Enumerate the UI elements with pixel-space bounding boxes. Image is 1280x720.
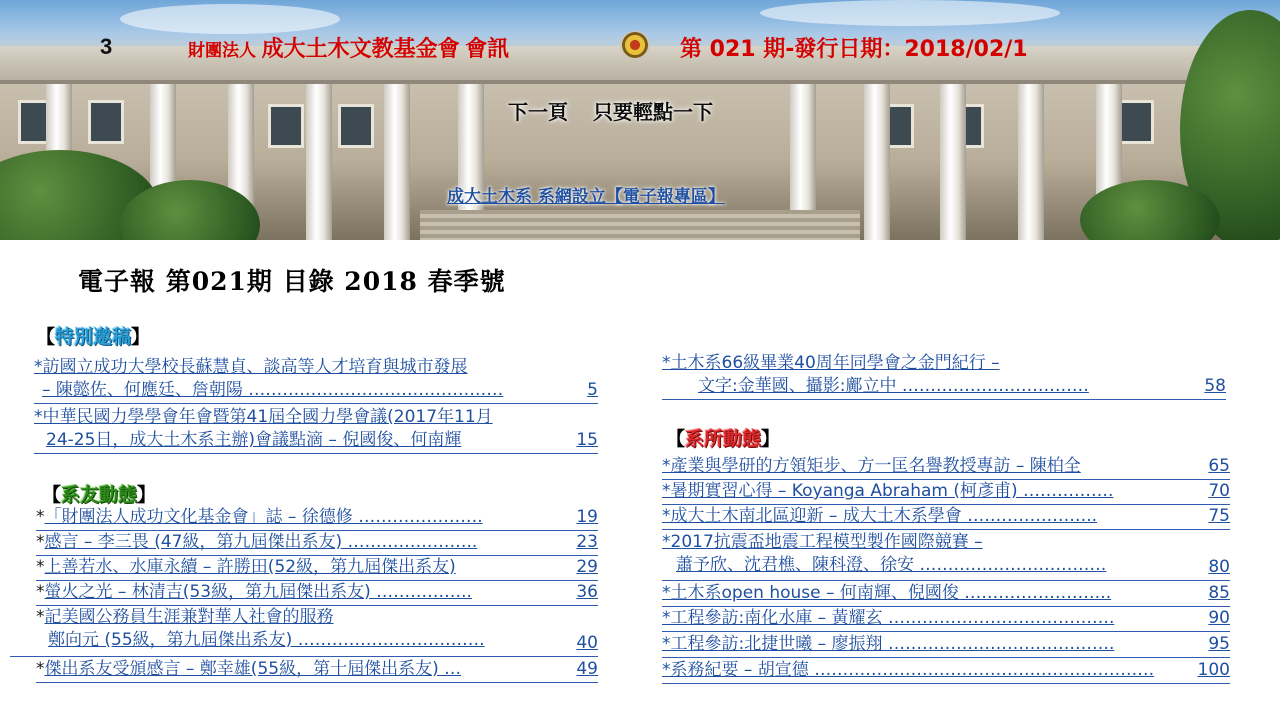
- toc-entry-page[interactable]: 5: [587, 380, 598, 400]
- bullet-asterisk: *: [36, 557, 45, 577]
- toc-entry-page[interactable]: 70: [1208, 481, 1230, 501]
- toc-entry-page[interactable]: 80: [1208, 557, 1230, 577]
- toc-entry[interactable]: [662, 505, 1230, 530]
- bracket-open: 【: [36, 326, 56, 348]
- toc-entry-title[interactable]: 記美國公務員生涯兼對華人社會的服務: [44, 607, 334, 627]
- toc-entry-title[interactable]: *系務紀要 – 胡宣德 ……………………………………………………: [662, 660, 1155, 680]
- org-prefix: 財團法人: [188, 41, 256, 61]
- building-window: [338, 104, 374, 148]
- toc-entry[interactable]: [662, 659, 1230, 684]
- toc-entry-page[interactable]: 29: [576, 557, 598, 577]
- bullet-asterisk: *: [36, 532, 45, 552]
- cloud-shape: [760, 0, 1060, 26]
- building-window: [88, 100, 124, 144]
- toc-entry-title[interactable]: *產業與學研的方領矩步、方一匡名譽教授專訪 – 陳柏全: [662, 456, 1081, 476]
- bracket-close: 】: [761, 428, 781, 450]
- bullet-asterisk: *: [36, 507, 45, 527]
- toc-entry-page[interactable]: 95: [1208, 634, 1230, 654]
- toc-entry-title[interactable]: 感言 – 李三畏 (47級，第九屆傑出系友) …………………..: [44, 532, 478, 552]
- toc-entry-authors[interactable]: – 陳懿佐、何應廷、詹朝陽 ………………………………………: [42, 380, 504, 400]
- issue-info: 第 021 期-發行日期：2018/02/1: [680, 37, 1028, 62]
- toc-entry-title[interactable]: *工程參訪:南化水庫 – 黃耀玄 ………………………………….: [662, 608, 1115, 628]
- toc-entry-page[interactable]: 23: [576, 532, 598, 552]
- toc-entry-title[interactable]: *訪國立成功大學校長蘇慧貞、談高等人才培育與城市發展: [34, 357, 468, 377]
- section-header-special: [36, 322, 150, 349]
- header-banner: [0, 0, 1280, 240]
- toc-entry-title[interactable]: *2017抗震盃地震工程模型製作國際競賽 –: [662, 532, 983, 552]
- toc-entry[interactable]: [662, 633, 1230, 658]
- section-label-alumni: 系友動態: [61, 484, 138, 506]
- toc-entry-page[interactable]: 15: [576, 430, 598, 450]
- page-title: 電子報 第021期 目錄 2018 春季號: [78, 267, 506, 296]
- bracket-close: 】: [131, 326, 151, 348]
- bullet-asterisk: *: [36, 659, 45, 679]
- org-suffix: 會訊: [465, 37, 510, 62]
- toc-entry-page[interactable]: 65: [1208, 456, 1230, 476]
- toc-entry[interactable]: [662, 531, 1230, 581]
- toc-entry-title[interactable]: 「財團法人成功文化基金會」誌 – 徐德修 ………………….: [44, 507, 483, 527]
- toc-entry-page[interactable]: 58: [1204, 376, 1226, 396]
- bracket-open: 【: [42, 484, 62, 506]
- section-header-alumni: [42, 480, 156, 507]
- page-number: 3: [100, 34, 113, 59]
- toc-entry[interactable]: [34, 406, 598, 454]
- toc-entry-page[interactable]: 75: [1208, 506, 1230, 526]
- department-site-link[interactable]: 成大土木系 系網設立【電子報專區】: [447, 187, 725, 207]
- toc-entry[interactable]: [662, 607, 1230, 632]
- building-column: [864, 84, 890, 240]
- toc-entry-title[interactable]: *暑期實習心得 – Koyanga Abraham (柯彥甫) …………….: [662, 481, 1114, 501]
- building-column: [1018, 84, 1044, 240]
- section-label-dept: 系所動態: [685, 428, 762, 450]
- toc-entry[interactable]: [34, 356, 598, 404]
- newsletter-org-title: [188, 32, 509, 63]
- org-name: 成大土木文教基金會: [261, 37, 460, 62]
- bracket-open: 【: [666, 428, 686, 450]
- cloud-shape: [120, 4, 340, 34]
- toc-entry-page[interactable]: 49: [576, 659, 598, 679]
- toc-entry-page[interactable]: 100: [1197, 660, 1230, 680]
- building-steps: [420, 210, 860, 240]
- bracket-close: 】: [137, 484, 157, 506]
- toc-entry[interactable]: [662, 582, 1230, 607]
- building-column: [306, 84, 332, 240]
- next-page-link[interactable]: 下一頁 只要輕點一下: [508, 100, 713, 124]
- toc-entry-title[interactable]: 上善若水、水庫永續 – 許勝田(52級，第九屆傑出系友): [44, 557, 456, 577]
- bullet-asterisk: *: [36, 582, 45, 602]
- section-label-special: 特別邀稿: [55, 326, 132, 348]
- foundation-emblem-icon: [620, 31, 650, 59]
- building-column: [940, 84, 966, 240]
- divider-line: [10, 656, 598, 657]
- section-header-dept: [666, 424, 780, 451]
- toc-entry[interactable]: [662, 480, 1230, 505]
- toc-entry-title[interactable]: *土木系66級畢業40周年同學會之金門紀行 –: [662, 353, 1000, 373]
- building-window: [268, 104, 304, 148]
- toc-entry-title[interactable]: 傑出系友受頒感言 – 鄭幸雄(55級，第十屆傑出系友) …: [44, 659, 462, 679]
- bullet-asterisk: *: [36, 607, 45, 627]
- toc-entry[interactable]: [36, 556, 598, 581]
- toc-entry-title[interactable]: *土木系open house – 何南輝、倪國俊 ……………………..: [662, 583, 1112, 603]
- toc-entry-page[interactable]: 19: [576, 507, 598, 527]
- toc-entry-authors[interactable]: 鄭向元 (55級，第九屆傑出系友) ……………………………: [48, 630, 485, 650]
- toc-entry[interactable]: [36, 658, 598, 683]
- building-column: [384, 84, 410, 240]
- toc-entry[interactable]: [36, 506, 598, 531]
- toc-entry[interactable]: [662, 352, 1226, 400]
- toc-entry[interactable]: [36, 606, 598, 656]
- toc-entry-authors[interactable]: 蕭予欣、沈君樵、陳科澄、徐安 ……………………………: [676, 555, 1107, 575]
- toc-entry-authors[interactable]: 24-25日，成大土木系主辦)會議點滴 – 倪國俊、何南輝: [46, 430, 462, 450]
- toc-entry-page[interactable]: 90: [1208, 608, 1230, 628]
- toc-entry-title[interactable]: *成大土木南北區迎新 – 成大土木系學會 …………………..: [662, 506, 1098, 526]
- toc-entry[interactable]: [36, 581, 598, 606]
- toc-entry[interactable]: [662, 455, 1230, 480]
- toc-entry-authors[interactable]: 文字:金華國、攝影:鄺立中 ……………………………: [698, 376, 1089, 396]
- toc-entry-title[interactable]: 螢火之光 – 林清吉(53級，第九屆傑出系友) ……………..: [44, 582, 472, 602]
- toc-entry-page[interactable]: 36: [576, 582, 598, 602]
- toc-entry-title[interactable]: *工程參訪:北捷世曦 – 廖振翔 ………………………………….: [662, 634, 1115, 654]
- toc-entry-title[interactable]: *中華民國力學學會年會暨第41屆全國力學會議(2017年11月: [34, 407, 493, 427]
- toc-entry-page[interactable]: 85: [1208, 583, 1230, 603]
- toc-entry[interactable]: [36, 531, 598, 556]
- building-window: [1118, 100, 1154, 144]
- toc-entry-page[interactable]: 40: [576, 633, 598, 653]
